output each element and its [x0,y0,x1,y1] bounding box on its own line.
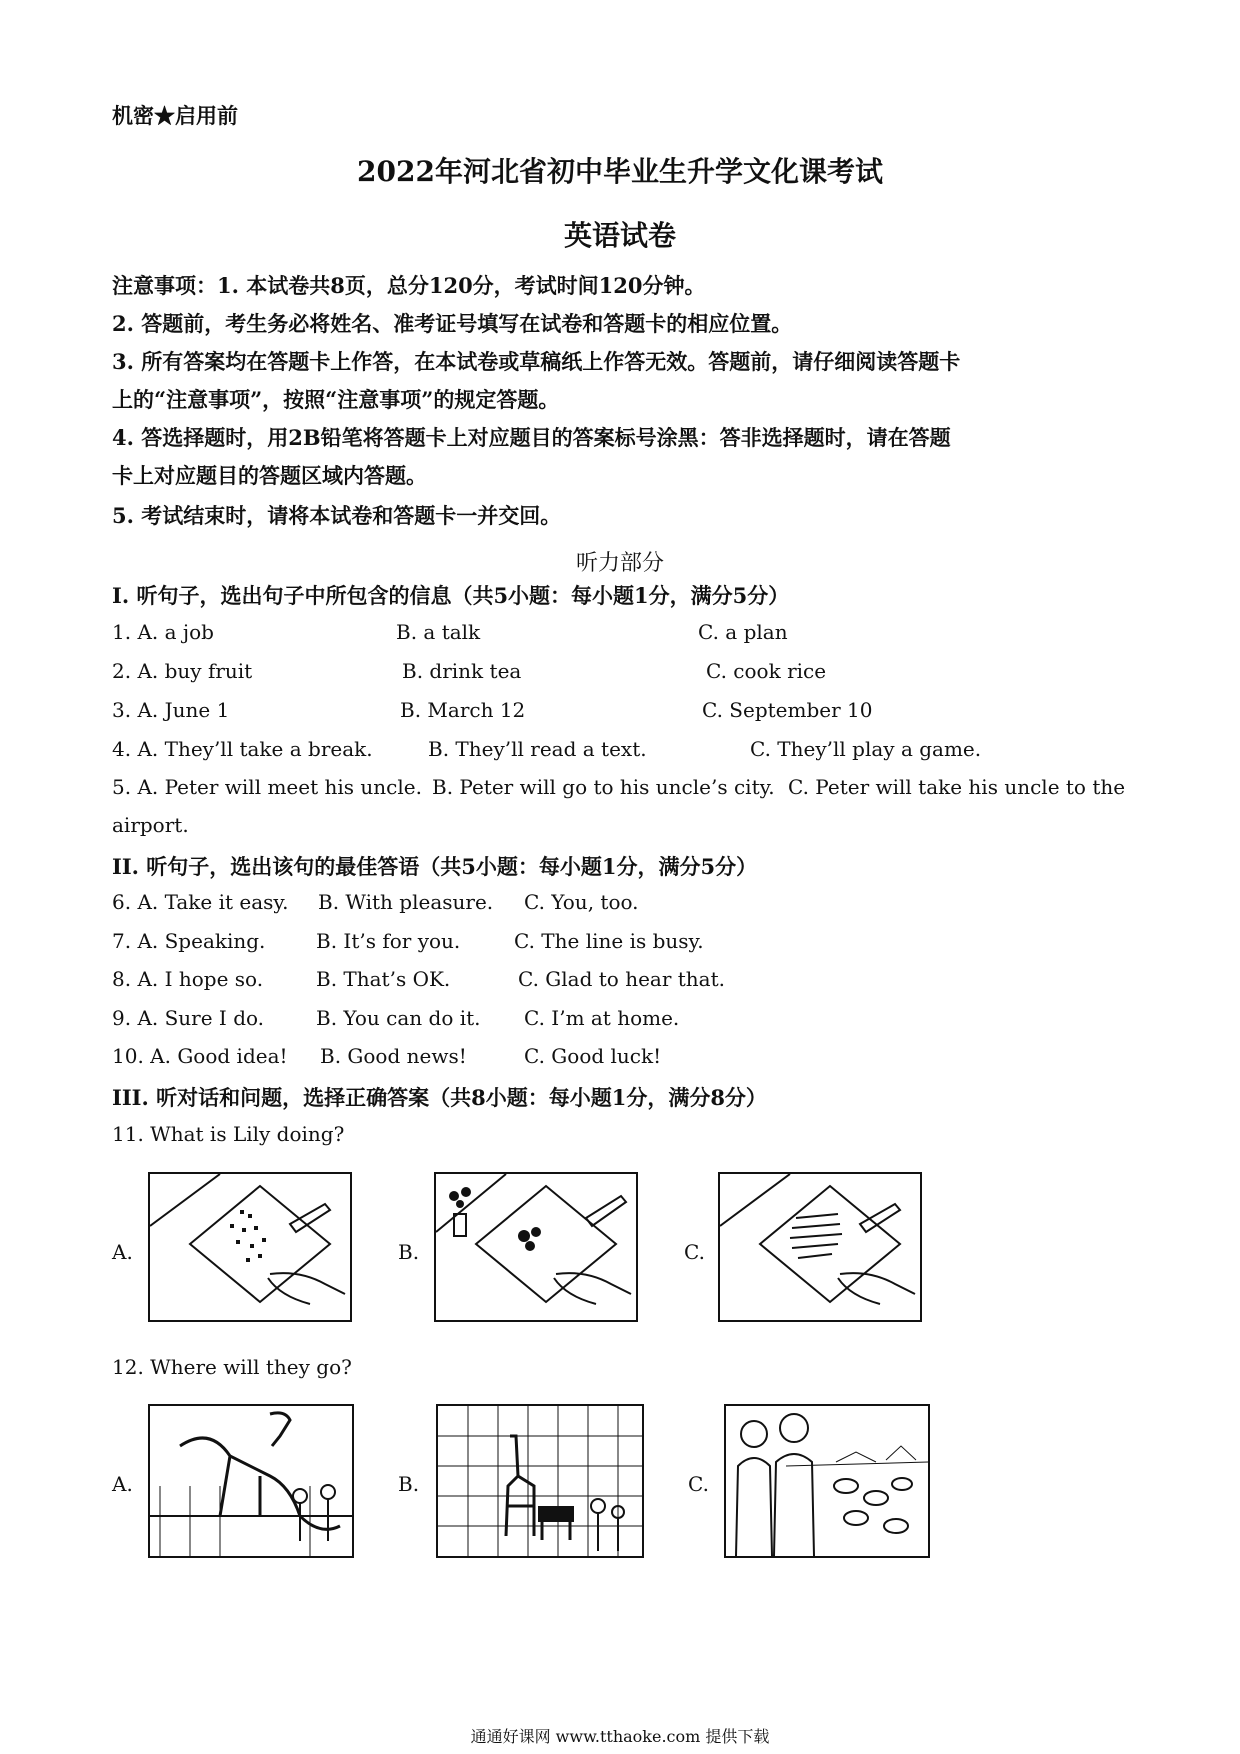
q5-option-c-wrap: airport. [112,813,189,837]
q6-option-c: C. You, too. [524,890,639,914]
note-line: 注意事项：1. 本试卷共8页，总分120分，考试时间120分钟。 [112,273,706,298]
q9-option-c: C. I’m at home. [524,1006,680,1030]
q5-option-c: C. Peter will take his uncle to the [788,775,1126,799]
note-line: 2. 答题前，考生务必将姓名、准考证号填写在试卷和答题卡的相应位置。 [112,311,793,336]
note-line: 上的“注意事项”，按照“注意事项”的规定答题。 [112,387,560,412]
q5-option-a: 5. A. Peter will meet his uncle. [112,775,422,799]
q7-option-c: C. The line is busy. [514,929,704,953]
q11-label-c: C. [684,1240,705,1264]
q11-label-a: A. [112,1240,133,1264]
part1-title: Ⅰ. 听句子，选出句子中所包含的信息（共5小题：每小题1分，满分5分） [112,583,790,608]
q1-option-c: C. a plan [698,620,788,644]
q12-question: 12. Where will they go? [112,1355,352,1379]
q2-option-b: B. drink tea [402,659,522,683]
q8-option-a: 8. A. I hope so. [112,967,264,991]
q12-label-a: A. [112,1472,133,1496]
q4-option-a: 4. A. They’ll take a break. [112,737,373,761]
q11-question: 11. What is Lily doing? [112,1122,345,1146]
note-line: 卡上对应题目的答题区域内答题。 [112,463,427,488]
q11-picture-c-writing-letter [718,1172,922,1322]
q4-option-c: C. They’ll play a game. [750,737,982,761]
note-line: 4. 答选择题时，用2B铅笔将答题卡上对应题目的答案标号涂黑：答非选择题时，请在答题 [112,425,951,450]
q6-option-b: B. With pleasure. [318,890,494,914]
q5-option-b: B. Peter will go to his uncle’s city. [432,775,775,799]
q2-option-a: 2. A. buy fruit [112,659,253,683]
note-line: 3. 所有答案均在答题卡上作答，在本试卷或草稿纸上作答无效。答题前，请仔细阅读答题卡 [112,349,961,374]
q12-label-c: C. [688,1472,709,1496]
part2-title: II. 听句子，选出该句的最佳答语（共5小题：每小题1分，满分5分） [112,854,758,879]
q4-option-b: B. They’ll read a text. [428,737,647,761]
q7-option-a: 7. A. Speaking. [112,929,266,953]
q1-option-a: 1. A. a job [112,620,214,644]
q12-picture-a-museum [148,1404,354,1558]
part3-title: III. 听对话和问题，选择正确答案（共8小题：每小题1分，满分8分） [112,1085,767,1110]
exam-subtitle: 英语试卷 [563,219,676,252]
q6-option-a: 6. A. Take it easy. [112,890,289,914]
q7-option-b: B. It’s for you. [316,929,461,953]
q11-picture-b-drawing-flowers [434,1172,638,1322]
q3-option-c: C. September 10 [702,698,873,722]
q3-option-b: B. March 12 [400,698,526,722]
exam-title: 2022年河北省初中毕业生升学文化课考试 [357,155,883,188]
q11-label-b: B. [398,1240,420,1264]
q2-option-c: C. cook rice [706,659,827,683]
q8-option-c: C. Glad to hear that. [518,967,725,991]
q9-option-a: 9. A. Sure I do. [112,1006,265,1030]
q10-option-c: C. Good luck! [524,1044,662,1068]
q12-picture-b-zoo [436,1404,644,1558]
note-line: 5. 考试结束时，请将本试卷和答题卡一并交回。 [112,503,562,528]
q11-picture-a-writing-numbers [148,1172,352,1322]
q12-picture-c-farm [724,1404,930,1558]
q12-label-b: B. [398,1472,420,1496]
listening-heading: 听力部分 [575,551,664,576]
q8-option-b: B. That’s OK. [316,967,451,991]
q3-option-a: 3. A. June 1 [112,698,230,722]
q9-option-b: B. You can do it. [316,1006,481,1030]
q10-option-a: 10. A. Good idea! [112,1044,288,1068]
footer-source: 通通好课网 www.tthaoke.com 提供下载 [470,1727,770,1746]
q10-option-b: B. Good news! [320,1044,467,1068]
q1-option-b: B. a talk [396,620,481,644]
confidential-mark: 机密★启用前 [112,103,238,128]
